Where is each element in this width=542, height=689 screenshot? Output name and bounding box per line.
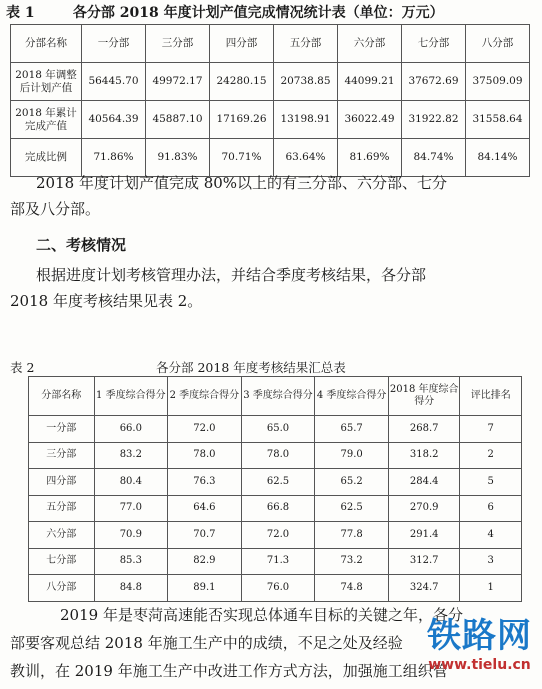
paragraph-3-cont: 部要客观总结 2018 年施工生产中的成绩，不足之处及经验 <box>10 634 403 652</box>
table-row <box>11 63 530 101</box>
table-cell: 5 <box>460 469 522 496</box>
row-header-cell: 五分部 <box>29 495 95 522</box>
table-cell: 62.5 <box>315 495 389 522</box>
row-header-cell: 八分部 <box>29 575 95 602</box>
table-cell: 91.83% <box>146 139 210 177</box>
table-cell: 31922.82 <box>402 101 466 139</box>
table-cell: 76.3 <box>168 469 242 496</box>
header-cell: 分部名称 <box>11 25 82 63</box>
table-row <box>29 495 522 522</box>
header-cell: 分部名称 <box>29 377 95 416</box>
row-header-cell: 四分部 <box>29 469 95 496</box>
header-cell: 六分部 <box>338 25 402 63</box>
table-row <box>29 442 522 469</box>
table-cell: 6 <box>460 495 522 522</box>
header-cell: 2018 年度综合得分 <box>388 377 460 416</box>
table-cell: 73.2 <box>315 548 389 575</box>
header-cell: 七分部 <box>402 25 466 63</box>
table-row <box>29 575 522 602</box>
table-cell: 66.8 <box>241 495 315 522</box>
table-cell: 56445.70 <box>82 63 146 101</box>
header-cell: 四分部 <box>210 25 274 63</box>
row-header-cell: 完成比例 <box>11 139 82 177</box>
header-cell: 一分部 <box>82 25 146 63</box>
table-cell: 20738.85 <box>274 63 338 101</box>
section-heading: 二、考核情况 <box>36 236 127 254</box>
table-cell: 24280.15 <box>210 63 274 101</box>
table-cell: 66.0 <box>94 416 168 443</box>
table-cell: 31558.64 <box>466 101 530 139</box>
paragraph-2-cont: 2018 年度考核结果见表 2。 <box>10 292 203 310</box>
table-cell: 74.8 <box>315 575 389 602</box>
table1-label: 表 1 <box>6 5 35 21</box>
watermark-url: www.tielu.cn <box>428 657 531 673</box>
paragraph-1-cont: 部及八分部。 <box>10 200 101 218</box>
table-cell: 84.74% <box>402 139 466 177</box>
table-cell: 4 <box>460 522 522 549</box>
table-header-row <box>29 377 522 416</box>
watermark <box>427 608 532 673</box>
table-cell: 63.64% <box>274 139 338 177</box>
header-cell: 4 季度综合得分 <box>315 377 389 416</box>
table-cell: 72.0 <box>168 416 242 443</box>
table-cell: 79.0 <box>315 442 389 469</box>
table-cell: 284.4 <box>388 469 460 496</box>
row-header-cell: 一分部 <box>29 416 95 443</box>
table-cell: 37509.09 <box>466 63 530 101</box>
table2-label: 表 2 <box>10 360 35 375</box>
table-cell: 76.0 <box>241 575 315 602</box>
table-row <box>29 548 522 575</box>
table-header-row <box>11 25 530 63</box>
table-cell: 77.8 <box>315 522 389 549</box>
table-cell: 7 <box>460 416 522 443</box>
paragraph-2: 根据进度计划考核管理办法，并结合季度考核结果，各分部 <box>36 266 427 284</box>
table-cell: 3 <box>460 548 522 575</box>
table-cell: 268.7 <box>388 416 460 443</box>
header-cell: 评比排名 <box>460 377 522 416</box>
table-cell: 40564.39 <box>82 101 146 139</box>
table-cell: 62.5 <box>241 469 315 496</box>
table-cell: 80.4 <box>94 469 168 496</box>
table-cell: 37672.69 <box>402 63 466 101</box>
table-cell: 89.1 <box>168 575 242 602</box>
table-cell: 70.9 <box>94 522 168 549</box>
table-cell: 78.0 <box>241 442 315 469</box>
table-cell: 77.0 <box>94 495 168 522</box>
paragraph-1: 2018 年度计划产值完成 80%以上的有三分部、六分部、七分 <box>36 174 448 192</box>
table-cell: 17169.26 <box>210 101 274 139</box>
table-cell: 270.9 <box>388 495 460 522</box>
table-cell: 82.9 <box>168 548 242 575</box>
table-cell: 81.69% <box>338 139 402 177</box>
table-cell: 312.7 <box>388 548 460 575</box>
table1 <box>10 24 530 177</box>
table-cell: 85.3 <box>94 548 168 575</box>
header-cell: 3 季度综合得分 <box>241 377 315 416</box>
table-cell: 72.0 <box>241 522 315 549</box>
header-cell: 八分部 <box>466 25 530 63</box>
table-cell: 64.6 <box>168 495 242 522</box>
table-cell: 2 <box>460 442 522 469</box>
header-cell: 1 季度综合得分 <box>94 377 168 416</box>
table2-title: 各分部 2018 年度考核结果汇总表 <box>156 360 346 375</box>
watermark-logo: 铁路网 <box>427 616 532 656</box>
table-cell: 65.2 <box>315 469 389 496</box>
table-cell: 83.2 <box>94 442 168 469</box>
table-row <box>11 101 530 139</box>
table-cell: 36022.49 <box>338 101 402 139</box>
table-cell: 49972.17 <box>146 63 210 101</box>
table-cell: 44099.21 <box>338 63 402 101</box>
header-cell: 五分部 <box>274 25 338 63</box>
table-cell: 70.71% <box>210 139 274 177</box>
table-cell: 45887.10 <box>146 101 210 139</box>
table-row <box>29 469 522 496</box>
table-cell: 324.7 <box>388 575 460 602</box>
paragraph-3-cont2: 教训，在 2019 年施工生产中改进工作方式方法，加强施工组织管 <box>10 662 448 680</box>
table-cell: 71.86% <box>82 139 146 177</box>
table-cell: 1 <box>460 575 522 602</box>
table1-title: 各分部 2018 年度计划产值完成情况统计表（单位：万元） <box>72 5 444 21</box>
row-header-cell: 六分部 <box>29 522 95 549</box>
table-cell: 78.0 <box>168 442 242 469</box>
paragraph-3: 2019 年是枣菏高速能否实现总体通车目标的关键之年，各分 <box>60 606 463 624</box>
table2 <box>28 376 522 602</box>
row-header-cell: 2018 年调整后计划产值 <box>11 63 82 101</box>
table1-caption <box>6 2 444 22</box>
table-row <box>29 522 522 549</box>
table-cell: 65.7 <box>315 416 389 443</box>
row-header-cell: 三分部 <box>29 442 95 469</box>
table-cell: 84.14% <box>466 139 530 177</box>
table-cell: 318.2 <box>388 442 460 469</box>
table-cell: 71.3 <box>241 548 315 575</box>
table-cell: 65.0 <box>241 416 315 443</box>
header-cell: 2 季度综合得分 <box>168 377 242 416</box>
header-cell: 三分部 <box>146 25 210 63</box>
table-cell: 291.4 <box>388 522 460 549</box>
table-cell: 13198.91 <box>274 101 338 139</box>
table-cell: 84.8 <box>94 575 168 602</box>
table-cell: 70.7 <box>168 522 242 549</box>
table-row <box>29 416 522 443</box>
row-header-cell: 七分部 <box>29 548 95 575</box>
row-header-cell: 2018 年累计完成产值 <box>11 101 82 139</box>
